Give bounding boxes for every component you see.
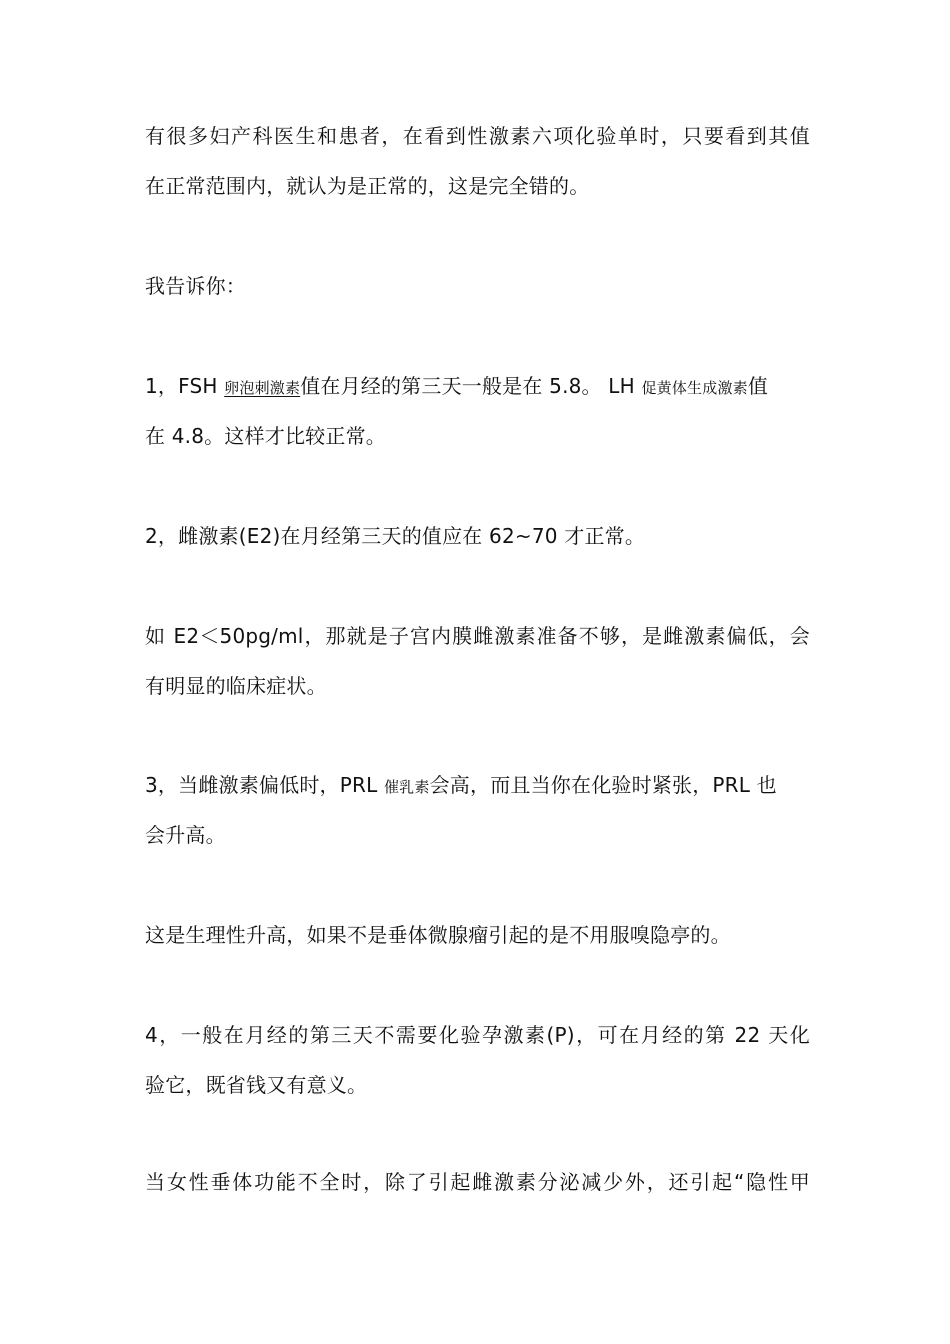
paragraph-5-line-2: 有明显的临床症状。 xyxy=(145,674,327,698)
paragraph-1-line-1: 有很多妇产科医生和患者，在看到性激素六项化验单时，只要看到其值 xyxy=(145,124,810,148)
fsh-prefix: 1，FSH xyxy=(145,374,225,398)
lh-value-word: 值 xyxy=(747,374,769,398)
fsh-note: 卵泡刺激素 xyxy=(224,379,301,397)
paragraph-7-line-1: 这是生理性升高，如果不是垂体微腺瘤引起的是不用服嗅隐亭的。 xyxy=(145,923,731,947)
paragraph-8-line-2: 验它，既省钱又有意义。 xyxy=(145,1073,368,1097)
lh-note: 促黄体生成激素 xyxy=(641,379,748,397)
paragraph-9-line-1: 当女性垂体功能不全时，除了引起雌激素分泌减少外，还引起“隐性甲 xyxy=(145,1170,810,1194)
paragraph-2-line-1: 我告诉你： xyxy=(145,274,246,298)
paragraph-1-line-2: 在正常范围内，就认为是正常的，这是完全错的。 xyxy=(145,174,590,198)
paragraph-8-line-1: 4，一般在月经的第三天不需要化验孕激素(P)，可在月经的第 22 天化 xyxy=(145,1023,810,1047)
prl-text: 会高，而且当你在化验时紧张，PRL 也 xyxy=(429,773,777,797)
paragraph-5-line-1: 如 E2＜50pg/ml，那就是子宫内膜雌激素准备不够，是雌激素偏低，会 xyxy=(145,624,810,648)
paragraph-6-line-2: 会升高。 xyxy=(145,823,226,847)
paragraph-3-line-1 xyxy=(145,372,810,402)
prl-note: 催乳素 xyxy=(383,778,430,796)
fsh-value-text: 值在月经的第三天一般是在 5.8。 LH xyxy=(300,374,642,398)
paragraph-6-line-1 xyxy=(145,771,810,801)
paragraph-3-line-2: 在 4.8。这样才比较正常。 xyxy=(145,424,386,448)
prl-prefix: 3，当雌激素偏低时，PRL xyxy=(145,773,384,797)
paragraph-4-line-1: 2，雌激素(E2)在月经第三天的值应在 62~70 才正常。 xyxy=(145,524,646,548)
